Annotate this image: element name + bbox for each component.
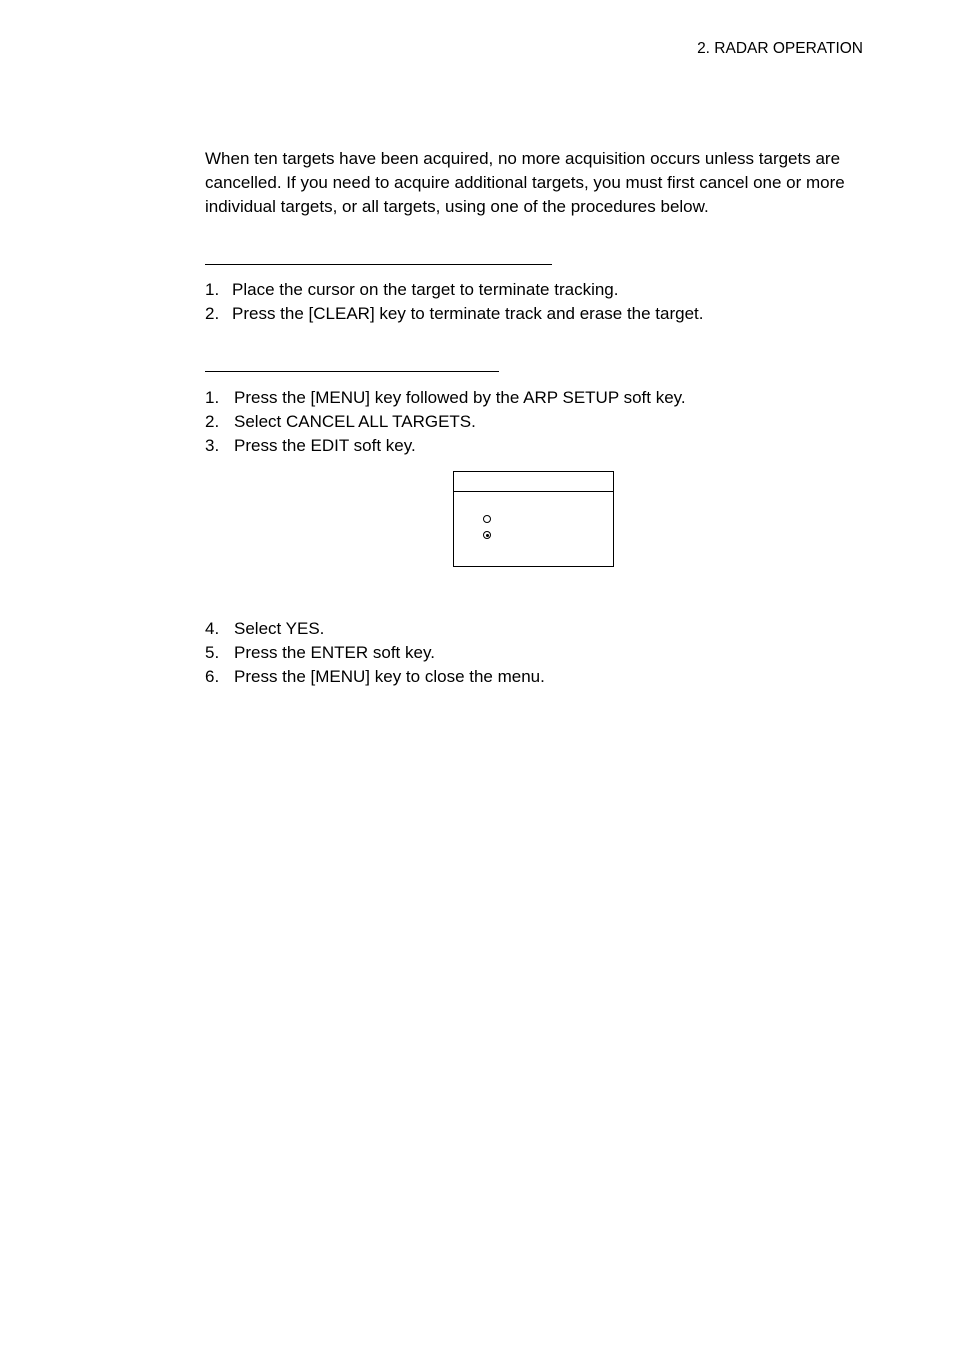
step-item [205,641,545,665]
step-text: Select CANCEL ALL TARGETS. [234,412,476,431]
step-number: 3. [205,436,220,455]
step-number: 1. [205,388,220,407]
radio-unselected-icon [483,515,491,523]
step-item [205,410,686,434]
step-text: Press the ENTER soft key. [234,643,435,662]
menu-title-bar [454,472,613,492]
step-item [205,434,686,458]
step-item [205,278,704,302]
step-text: Press the [CLEAR] key to terminate track and erase the target. [232,304,704,323]
step-item [205,302,704,326]
single-target-steps [205,278,704,326]
step-item [205,386,686,410]
section-heading-rule-all [205,371,499,372]
step-number: 2. [205,304,220,323]
step-number: 1. [205,280,220,299]
intro-paragraph: When ten targets have been acquired, no more acquisition occurs unless targets are cancelled. If you need to acquire additional targets, you must first cancel one or more individual targets, or all targets, using one of the procedures below. [205,149,845,216]
all-targets-steps-continued [205,617,545,689]
running-header: 2. RADAR OPERATION [697,40,863,57]
step-text: Press the [MENU] key followed by the ARP SETUP soft key. [234,388,686,407]
step-number: 6. [205,667,220,686]
step-text: Place the cursor on the target to terminate tracking. [232,280,619,299]
step-number: 5. [205,643,220,662]
section-heading-rule-single [205,264,552,265]
cancel-all-targets-menu-figure [453,471,614,567]
step-item [205,617,545,641]
step-text: Select YES. [234,619,325,638]
step-item [205,665,545,689]
step-text: Press the EDIT soft key. [234,436,416,455]
radio-selected-icon [483,531,491,539]
all-targets-steps [205,386,686,458]
step-text: Press the [MENU] key to close the menu. [234,667,545,686]
step-number: 2. [205,412,220,431]
step-number: 4. [205,619,220,638]
